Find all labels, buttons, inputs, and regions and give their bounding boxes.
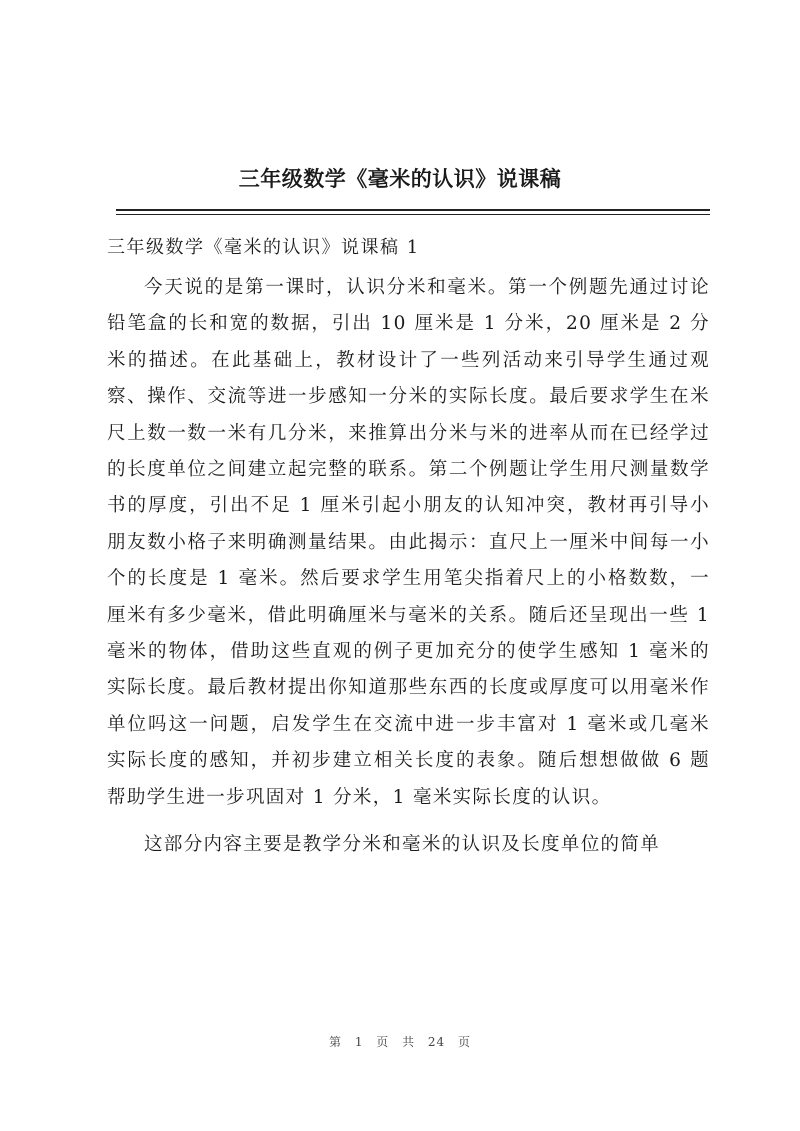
title-divider-thin bbox=[116, 214, 710, 215]
page-title: 三年级数学《毫米的认识》说课稿 bbox=[238, 166, 562, 191]
page-footer: 第 1 页 共 24 页 bbox=[329, 1035, 471, 1049]
title-divider bbox=[116, 209, 710, 211]
paragraph: 这部分内容主要是教学分米和毫米的认识及长度单位的简单 bbox=[144, 834, 661, 856]
body-text bbox=[107, 270, 710, 864]
section-heading: 三年级数学《毫米的认识》说课稿 1 bbox=[107, 237, 420, 258]
paragraph: 今天说的是第一课时，认识分米和毫米。第一个例题先通过讨论铅笔盒的长和宽的数据，引出 10 厘米是 1 分米，20 厘米是 2 分米的描述。在此基础上，教材设计了一些列活动来引导学生通过观察、操作、交流等进一步感知一分米的实际长度。最后要求学生在米尺上数一数一米有几分米，来推算出分米与米的进率从而在已经学过的长度单位之间建立起完整的联系。第二个例题让学生用尺测量数学书的厚度，引出不足 1 厘米引起小朋友的认知冲突，教材再引导小朋友数小格子来明确测量结果。由此揭示：直尺上一厘米中间每一小个的长度是 1 毫米。然后要求学生用笔尖指着尺上的小格数数，一厘米有多少毫米，借此明确厘米与毫米的关系。随后还呈现出一些 1 毫米的物体，借助这些直观的例子更加充分的使学生感知 1 毫米的实际长度。最后教材提出你知道那些东西的长度或厚度可以用毫米作单位吗这一问题，启发学生在交流中进一步丰富对 1 毫米或几毫米实际长度的感知，并初步建立相关长度的表象。随后想想做做 6 题帮助学生进一步巩固对 1 分米，1 毫米实际长度的认识。 bbox=[107, 277, 710, 808]
